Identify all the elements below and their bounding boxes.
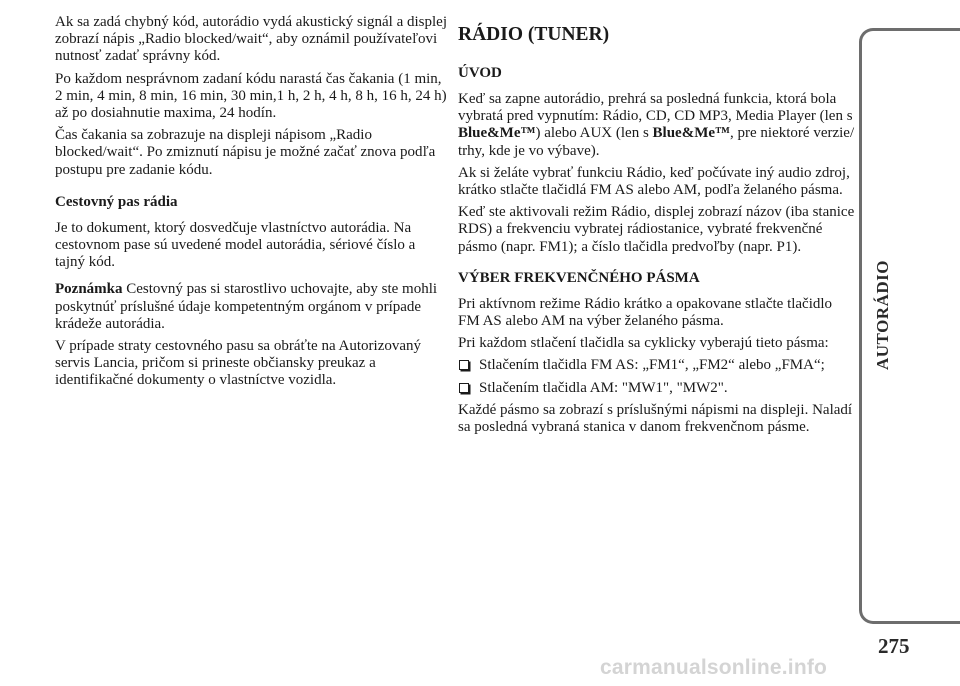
list-item: Stlačením tlačidla FM AS: „FM1“, „FM2“ alebo „FMA“; xyxy=(458,357,856,374)
heading-band-select: VÝBER FREKVENČNÉHO PÁSMA xyxy=(458,269,700,286)
paragraph-band-display: Každé pásmo sa zobrazí s príslušnými nápismi na displeji. Naladí sa posledná vybraná stanica v danom frekvenčnom pásme. xyxy=(458,401,853,436)
left-column xyxy=(55,14,447,395)
heading-intro: ÚVOD xyxy=(458,65,502,81)
paragraph-waiting-time: Po každom nesprávnom zadaní kódu narastá čas čakania (1 min, 2 min, 4 min, 8 min, 16 min, 30 min,1 h, 2 h, 4 h, 8 h, 16 h, 24 h) až po dosiahnutie maxima, 24 hodín. xyxy=(55,70,447,122)
brand-blueme: Blue&Me™ xyxy=(458,125,536,142)
note-text: Cestovný pas si starostlivo uchovajte, aby ste mohli poskytnúť príslušné údaje kompetentným orgánom v prípade krádeže autorádia. xyxy=(55,281,438,332)
paragraph-passport-desc: Je to dokument, ktorý dosvedčuje vlastníctvo autorádia. Na cestovnom pase sú uvedené model autorádia, sériové číslo a tajný kód. xyxy=(55,219,416,271)
paragraph-select-radio: Ak si želáte vybrať funkciu Rádio, keď počúvate iný audio zdroj, krátko stlačte tlačidlá FM AS alebo AM, podľa želaného pásma. xyxy=(458,164,850,199)
note-label: Poznámka xyxy=(55,281,123,298)
paragraph-lost-passport: V prípade straty cestovného pasu sa obráťte na Autorizovaný servis Lancia, pričom si prineste občiansky preukaz a identifikačné dokumenty o vlastníctve vozidla. xyxy=(55,338,422,389)
paragraph-band-press: Pri aktívnom režime Rádio krátko a opakovane stlačte tlačidlo FM AS alebo AM na výber želaného pásma. xyxy=(458,295,833,330)
paragraph-band-cycle: Pri každom stlačení tlačidla sa cyklicky vyberajú tieto pásma: xyxy=(458,335,829,352)
paragraph-radio-mode: Keď ste aktivovali režim Rádio, displej zobrazí názov (iba stanice RDS) a frekvenciu vybratej rádiostanice, vybraté frekvenčné pásmo (napr. FM1); a číslo tlačidla predvoľby (napr. P1). xyxy=(458,204,855,255)
paragraph-intro: Keď sa zapne autorádio, prehrá sa posledná funkcia, ktorá bola vybratá pred vypnutím: Rádio, CD, CD MP3, Media Player (len s Blue&Me™) alebo AUX (len s Blue&Me™, pre niektoré verzie/ trhy, kde je vo výbave). xyxy=(458,91,855,159)
watermark: carmanualsonline.info xyxy=(600,656,828,679)
section-title: RÁDIO (TUNER) xyxy=(458,24,610,45)
heading-radio-passport: Cestovný pas rádia xyxy=(55,193,178,210)
list-item: Stlačením tlačidla AM: "MW1", "MW2". xyxy=(458,380,856,397)
right-column xyxy=(458,14,856,441)
paragraph-display-message: Čas čakania sa zobrazuje na displeji nápisom „Radio blocked/wait“. Po zmiznutí nápisu je možné začať znova podľa postupu pre zadanie kódu. xyxy=(55,127,436,178)
paragraph-note xyxy=(55,281,447,333)
brand-blueme: Blue&Me™ xyxy=(652,125,731,142)
checkbox-bullet-icon xyxy=(459,383,469,393)
checkbox-bullet-icon xyxy=(459,360,469,370)
chapter-tab-label xyxy=(873,330,893,370)
paragraph-wrong-code: Ak sa zadá chybný kód, autorádio vydá akustický signál a displej zobrazí nápis „Radio blocked/wait“, aby oznámil používateľovi nutnosť zadať správny kód. xyxy=(55,14,447,65)
page-number: 275 xyxy=(878,634,910,658)
